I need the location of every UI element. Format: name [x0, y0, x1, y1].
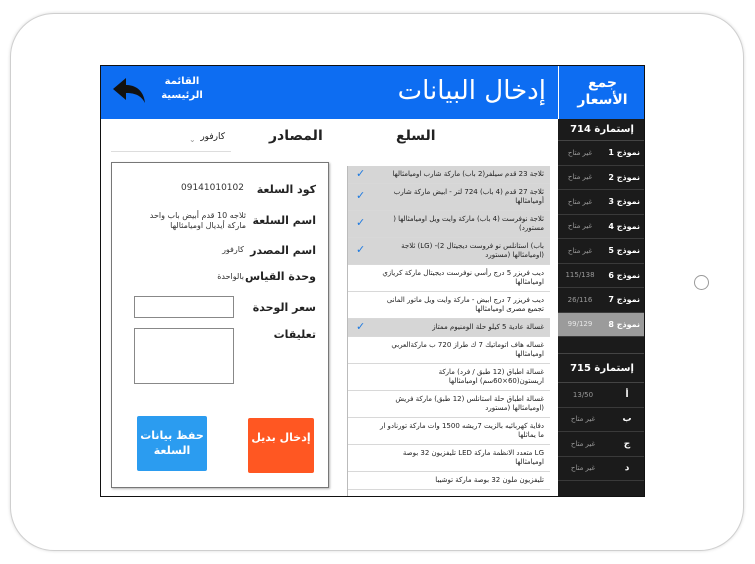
- form-name: نموذج 6: [608, 270, 640, 280]
- unit-label: وحدة القياس: [244, 270, 316, 283]
- sub-form-name: د: [624, 463, 630, 474]
- sub-form-status: 13/50: [572, 390, 594, 399]
- form-item[interactable]: [558, 190, 645, 215]
- tablet-home-button[interactable]: [694, 275, 709, 290]
- product-item[interactable]: [348, 418, 550, 445]
- store-select-value: كارفور: [200, 132, 225, 142]
- product-item[interactable]: [348, 166, 550, 184]
- name-label: اسم السلعة: [252, 214, 316, 227]
- source-value: كارفور: [222, 245, 244, 254]
- product-item[interactable]: [348, 211, 550, 238]
- code-value: 09141010102: [181, 183, 244, 193]
- product-item[interactable]: [348, 265, 550, 292]
- price-label: سعر الوحدة: [252, 301, 316, 314]
- checkmark-icon: ✓: [356, 216, 366, 229]
- form-item[interactable]: [558, 141, 645, 166]
- form-status: غير متاح: [567, 246, 593, 255]
- form-name: نموذج 3: [608, 197, 640, 207]
- sub-form-item[interactable]: [558, 383, 645, 408]
- name-value: ثلاجه 10 قدم أبيض باب واحد ماركة أيديال اوميامثالها: [149, 211, 246, 230]
- sub-form-item[interactable]: [558, 408, 645, 433]
- back-arrow-icon[interactable]: [110, 75, 150, 109]
- main-menu-link[interactable]: [153, 75, 211, 103]
- product-list: [347, 166, 550, 497]
- product-name: LG متعدد الانظمة ماركة LED تليفزيون 32 بوصة اوميامثالها: [402, 449, 544, 466]
- store-select[interactable]: [111, 132, 231, 152]
- sub-form-name: ب: [622, 414, 632, 425]
- source-label: اسم المصدر: [250, 244, 316, 257]
- product-name: ديب فريزر 7 درج ابيض - ماركة وايت ويل ماتور المانى تجميع مصرى اوميامثالها: [386, 296, 544, 313]
- product-item[interactable]: [348, 184, 550, 211]
- top-bar: [101, 66, 558, 119]
- product-name: ثلاجة نوفرست (4 باب) ماركة وايت ويل اوميامثالها ( مستورد): [393, 215, 544, 232]
- form-status: غير متاح: [567, 173, 593, 182]
- sub-form-name: أ: [625, 389, 629, 400]
- product-name: ثلاجة 23 قدم سيلفر(2 باب) ماركة شارب اوميامثالها: [392, 170, 544, 178]
- sub-form-item[interactable]: [558, 432, 645, 457]
- code-label: كود السلعة: [256, 183, 316, 196]
- sub-form-status: غير متاح: [570, 464, 596, 473]
- chevron-down-icon: ⌄: [189, 135, 196, 144]
- form-status: 115/138: [565, 271, 595, 280]
- goods-header: السلع: [396, 128, 436, 144]
- checkmark-icon: ✓: [356, 319, 366, 333]
- product-name: غساله هاف اتوماتيك 7 ك طراز 720 ب ماركةالعربي اوميامثالها: [391, 341, 544, 358]
- sources-header: المصادر: [269, 128, 323, 144]
- form-name: نموذج 4: [608, 221, 640, 231]
- form-item[interactable]: [558, 215, 645, 240]
- sidebar-title: [558, 66, 645, 119]
- form-item[interactable]: [558, 313, 645, 338]
- checkmark-icon: ✓: [356, 166, 366, 180]
- product-name: غسالة اطباق (12 طبق / فرد) ماركة اريستون(60×60سم) اوميامثالها: [438, 368, 544, 385]
- product-name: غسالة عادية 5 كيلو حلة الومنيوم ممتاز: [432, 323, 544, 331]
- sidebar: [558, 66, 645, 497]
- product-name: ثلاجة 27 قدم (4 باب) 724 لتر - ابيض ماركة شارب أوميامثالها: [393, 188, 544, 205]
- product-name: غسالة اطباق حلة استانلس (12 طبق) ماركة فريش (اوميامثالها (مستورد: [395, 395, 544, 412]
- form-name: نموذج 5: [608, 246, 640, 256]
- notes-textarea[interactable]: [134, 328, 234, 384]
- sub-form-name: ج: [623, 438, 631, 449]
- form-status: 26/116: [567, 295, 593, 304]
- main-menu-label-2: الرئيسية: [161, 90, 203, 101]
- app-screen: [100, 65, 645, 497]
- form-list: [558, 141, 645, 337]
- checkmark-icon: ✓: [356, 243, 366, 256]
- sub-form-status: غير متاح: [570, 415, 596, 424]
- form-item[interactable]: [558, 239, 645, 264]
- sidebar-title-line2: الأسعار: [577, 92, 628, 108]
- enter-alternative-button[interactable]: إدخال بديل: [248, 418, 314, 473]
- checkmark-icon: ✓: [356, 189, 366, 202]
- main-menu-label-1: القائمة: [164, 76, 200, 87]
- form-item[interactable]: [558, 264, 645, 289]
- sub-form-list: [558, 383, 645, 481]
- product-item[interactable]: [348, 337, 550, 364]
- page-title: إدخال البيانات: [397, 76, 546, 106]
- notes-label: تعليقات: [273, 328, 316, 341]
- form-item[interactable]: [558, 166, 645, 191]
- product-item[interactable]: [348, 238, 550, 265]
- product-name: دفاية كهربائيه بالزيت 7ريشه 1500 وات ماركة تورنادو ار ما يماثلها: [379, 422, 544, 439]
- sub-form-item[interactable]: [558, 457, 645, 482]
- product-item[interactable]: [348, 364, 550, 391]
- form-status: 99/129: [567, 320, 593, 329]
- form-item[interactable]: [558, 288, 645, 313]
- form-name: نموذج 8: [608, 319, 640, 329]
- unit-value: بالواحدة: [217, 272, 244, 281]
- sub-form-status: غير متاح: [570, 439, 596, 448]
- product-item[interactable]: [348, 292, 550, 319]
- product-name: ديب فريزر 5 درج رأسي نوفرست ديجيتال ماركة كريازي اوميامثالها: [382, 269, 544, 286]
- form-714-title[interactable]: إستمارة 714: [558, 119, 645, 141]
- item-details-panel: [111, 162, 329, 488]
- form-name: نموذج 7: [608, 295, 640, 305]
- form-status: غير متاح: [567, 222, 593, 231]
- form-715-title[interactable]: إستمارة 715: [558, 353, 645, 383]
- product-name: تليفزيون ملون 32 بوصة ماركة توشيبا: [435, 476, 544, 484]
- form-name: نموذج 2: [608, 172, 640, 182]
- product-item[interactable]: [348, 472, 550, 490]
- form-status: غير متاح: [567, 197, 593, 206]
- form-status: غير متاح: [567, 148, 593, 157]
- product-item[interactable]: [348, 445, 550, 472]
- sidebar-title-line1: جمع: [587, 75, 618, 91]
- price-input[interactable]: [134, 296, 234, 318]
- form-name: نموذج 1: [608, 148, 640, 158]
- product-name: باب) استانلس نو فروست ديجيتال 2)- (LG) ثلاجة (اوميامثالها (مستورد: [401, 242, 544, 259]
- product-item[interactable]: [348, 391, 550, 418]
- save-item-button[interactable]: حفظ بيانات السلعة: [137, 416, 207, 471]
- product-item[interactable]: [348, 319, 550, 337]
